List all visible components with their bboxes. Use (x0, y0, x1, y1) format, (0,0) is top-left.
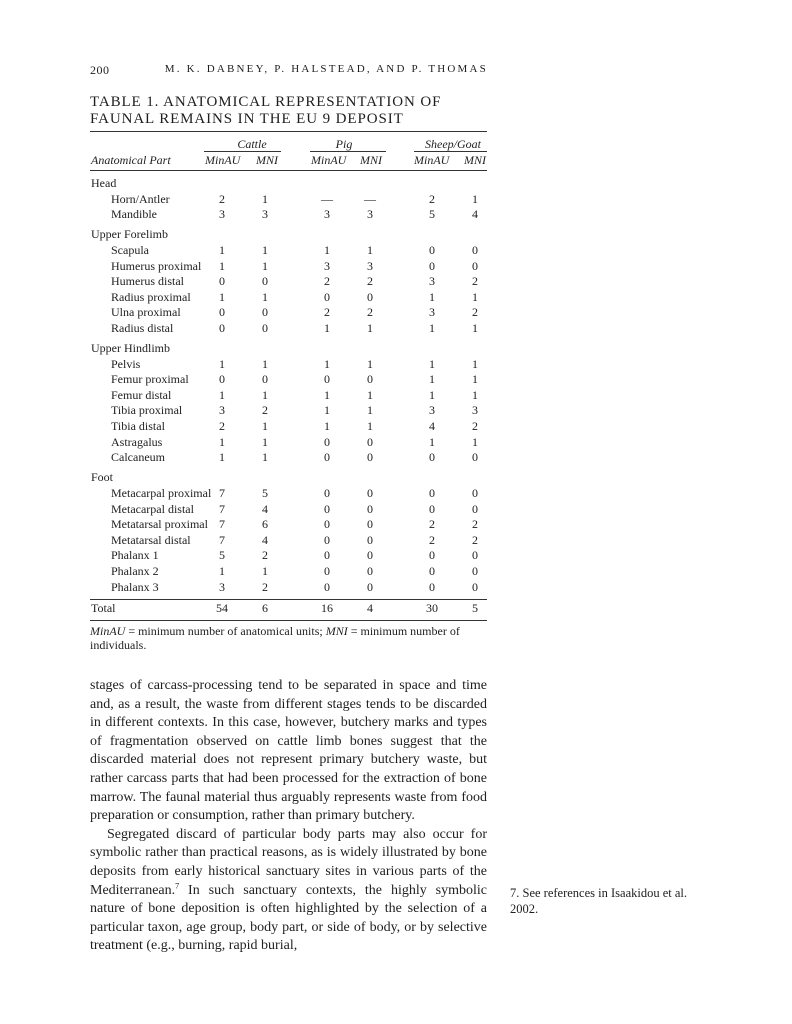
table-cell: 1 (262, 356, 268, 371)
table-cell: 1 (219, 289, 225, 304)
table-cell: 0 (367, 372, 373, 387)
section-label: Upper Forelimb (91, 227, 168, 242)
table-row (0, 305, 792, 320)
table-cell: 0 (324, 434, 330, 449)
row-label: Radius distal (111, 320, 174, 335)
table-cell: 1 (367, 356, 373, 371)
table-cell: 1 (219, 563, 225, 578)
table-bottom-rule (90, 620, 487, 621)
table-cell: 3 (367, 207, 373, 222)
header-bottom-rule (90, 170, 487, 171)
cattle-minau-header: MinAU (205, 153, 241, 167)
table-cell: 0 (429, 242, 435, 257)
footnote-mni: MNI (325, 624, 348, 638)
table-cell: 3 (472, 403, 478, 418)
table-row (0, 403, 792, 418)
table-row (0, 274, 792, 289)
row-label: Scapula (111, 242, 149, 257)
table-row (0, 207, 792, 222)
row-label: Tibia distal (111, 419, 165, 433)
table-cell: 0 (367, 548, 373, 563)
anatomical-part-header: Anatomical Part (91, 153, 171, 167)
table-cell: 2 (472, 419, 478, 433)
table-section-row (0, 470, 792, 485)
table-cell: 1 (429, 289, 435, 304)
table-cell: 7 (219, 517, 225, 532)
table-cell: 2 (472, 517, 478, 532)
table-cell: 0 (429, 501, 435, 516)
table-cell: 3 (367, 258, 373, 273)
table-cell: 1 (429, 356, 435, 371)
table-cell: 4 (429, 419, 435, 433)
table-cell: 1 (429, 372, 435, 387)
table-row (0, 192, 792, 207)
row-label: Horn/Antler (111, 191, 170, 206)
section-label: Head (91, 176, 117, 190)
table-cell: 2 (324, 274, 330, 289)
table-section-row (0, 227, 792, 242)
table-cell: 2 (429, 191, 435, 206)
table-cell: 0 (219, 320, 225, 335)
table-cell: 6 (262, 601, 268, 615)
table-cell: 1 (262, 450, 268, 465)
table-cell: 54 (216, 601, 228, 615)
table-cell: 1 (367, 387, 373, 402)
table-cell: 2 (472, 274, 478, 289)
paragraph-2 (90, 826, 487, 956)
table-cell: 1 (324, 320, 330, 335)
table-cell: 7 (219, 532, 225, 547)
row-label: Astragalus (111, 434, 163, 449)
sidenote: 7. See references in Isaakidou et al. 2002. (510, 886, 688, 916)
table-cell: 5 (472, 601, 478, 615)
table-cell: 0 (324, 548, 330, 563)
row-label: Calcaneum (111, 450, 165, 465)
row-label: Metacarpal distal (111, 501, 194, 516)
table-cell: 3 (429, 274, 435, 289)
table-cell: 0 (472, 548, 478, 563)
cattle-mni-header: MNI (256, 153, 278, 167)
table-cell: 0 (472, 579, 478, 594)
table-cell: 4 (262, 532, 268, 547)
table-section-row (0, 176, 792, 191)
table-row (0, 290, 792, 305)
table-cell: 1 (367, 403, 373, 418)
table-cell: 0 (367, 485, 373, 500)
table-cell: 1 (262, 242, 268, 257)
table-row (0, 321, 792, 336)
table-row (0, 450, 792, 465)
row-label: Phalanx 1 (111, 548, 159, 563)
footnote-minau: MinAU (90, 624, 126, 638)
table-cell: 7 (219, 501, 225, 516)
table-cell: 5 (262, 485, 268, 500)
table-cell: 0 (367, 434, 373, 449)
row-label: Femur proximal (111, 372, 189, 387)
table-footnote (90, 624, 490, 652)
sheep-goat-minau-header: MinAU (414, 153, 450, 167)
table-section-row (0, 341, 792, 356)
table-cell: 4 (472, 207, 478, 222)
group-rule-cattle (204, 151, 281, 152)
table-cell: 0 (262, 274, 268, 289)
table-cell: 4 (262, 501, 268, 516)
table-cell: 2 (262, 579, 268, 594)
table-row (0, 419, 792, 434)
table-cell: 0 (429, 548, 435, 563)
table-cell: 0 (367, 450, 373, 465)
sheep-goat-mni-header: MNI (464, 153, 486, 167)
running-head (90, 63, 488, 79)
table-cell: 4 (367, 601, 373, 615)
table-cell: 2 (429, 517, 435, 532)
pig-minau-header: MinAU (311, 153, 347, 167)
table-cell: 1 (219, 450, 225, 465)
table-row (0, 533, 792, 548)
table-cell: 1 (324, 242, 330, 257)
table-cell: 1 (324, 387, 330, 402)
table-cell: 1 (262, 434, 268, 449)
group-rule-pig (310, 151, 386, 152)
table-cell: 1 (367, 320, 373, 335)
table-cell: 0 (472, 258, 478, 273)
table-cell: 0 (262, 320, 268, 335)
table-cell: 2 (262, 548, 268, 563)
table-cell: 0 (429, 485, 435, 500)
table-cell: 0 (472, 450, 478, 465)
table-cell: 1 (324, 419, 330, 433)
table-cell: 0 (324, 501, 330, 516)
row-label: Tibia proximal (111, 403, 183, 418)
footnote-mid: = minimum number of anatomical units; (125, 624, 326, 638)
table-cell: 3 (219, 207, 225, 222)
table-cell: 5 (429, 207, 435, 222)
group-header-cattle: Cattle (237, 137, 267, 151)
table-cell: 2 (367, 274, 373, 289)
table-cell: 2 (262, 403, 268, 418)
table-cell: 2 (324, 305, 330, 320)
table-row (0, 564, 792, 579)
row-label: Mandible (111, 207, 157, 222)
table-cell: 0 (324, 579, 330, 594)
page-number: 200 (90, 63, 110, 77)
table-cell: 0 (262, 305, 268, 320)
table-cell: — (364, 191, 376, 206)
table-row (0, 548, 792, 563)
table-top-rule (90, 131, 487, 132)
table-cell: 1 (472, 387, 478, 402)
table-cell: 0 (472, 563, 478, 578)
table-cell: 1 (262, 419, 268, 433)
table-cell: 0 (429, 563, 435, 578)
table-cell: 1 (429, 320, 435, 335)
table-cell: 2 (472, 305, 478, 320)
table-cell: 0 (324, 563, 330, 578)
table-cell: 2 (429, 532, 435, 547)
table-cell: 0 (324, 532, 330, 547)
table-cell: 5 (219, 548, 225, 563)
row-label: Pelvis (111, 356, 141, 371)
table-cell: 7 (219, 485, 225, 500)
table-cell: 1 (262, 387, 268, 402)
table-cell: 0 (429, 450, 435, 465)
table-row (0, 259, 792, 274)
table-cell: 2 (219, 419, 225, 433)
table-cell: 0 (324, 289, 330, 304)
footnote-end: = minimum number of individuals. (90, 624, 460, 652)
table-cell: 3 (262, 207, 268, 222)
table-cell: 0 (472, 485, 478, 500)
table-cell: 2 (219, 191, 225, 206)
table-cell: 2 (472, 532, 478, 547)
row-label: Humerus proximal (111, 258, 202, 273)
table-cell: 6 (262, 517, 268, 532)
total-top-rule (90, 599, 487, 600)
section-label: Foot (91, 470, 114, 485)
row-label: Radius proximal (111, 289, 191, 304)
table-cell: 1 (472, 434, 478, 449)
table-cell: 3 (429, 305, 435, 320)
table-cell: 1 (472, 191, 478, 206)
table-cell: 0 (429, 258, 435, 273)
table-cell: 1 (262, 191, 268, 206)
table-cell: 1 (324, 403, 330, 418)
table-cell: 0 (472, 501, 478, 516)
row-label: Ulna proximal (111, 305, 181, 320)
table-cell: 1 (219, 387, 225, 402)
table-cell: — (321, 191, 333, 206)
table-cell: 0 (219, 305, 225, 320)
table-total-row (0, 601, 792, 616)
table-row (0, 580, 792, 595)
table-cell: 1 (472, 372, 478, 387)
table-row (0, 517, 792, 532)
table-row (0, 388, 792, 403)
table-cell: 0 (367, 501, 373, 516)
table-cell: 0 (324, 450, 330, 465)
table-cell: 0 (367, 563, 373, 578)
table-row (0, 357, 792, 372)
running-head-authors: M. K. DABNEY, P. HALSTEAD, AND P. THOMAS (164, 63, 488, 75)
row-label: Phalanx 2 (111, 563, 159, 578)
row-label: Total (91, 601, 116, 615)
table-cell: 0 (262, 372, 268, 387)
row-label: Metatarsal distal (111, 532, 191, 547)
table-cell: 0 (367, 532, 373, 547)
table-cell: 1 (219, 356, 225, 371)
table-title-line-1: TABLE 1. ANATOMICAL REPRESENTATION OF (90, 94, 442, 110)
body-text (90, 677, 487, 956)
table-cell: 1 (262, 289, 268, 304)
table-cell: 0 (324, 372, 330, 387)
table-row (0, 243, 792, 258)
pig-mni-header: MNI (360, 153, 382, 167)
table-cell: 0 (472, 242, 478, 257)
table-cell: 3 (429, 403, 435, 418)
row-label: Metatarsal proximal (111, 517, 208, 532)
group-rule-sheep-goat (414, 151, 487, 152)
table-cell: 1 (219, 434, 225, 449)
footnote-ref-7: 7 (175, 880, 180, 890)
table-cell: 0 (324, 517, 330, 532)
table-row (0, 502, 792, 517)
table-cell: 0 (429, 579, 435, 594)
table-cell: 1 (429, 387, 435, 402)
table-cell: 0 (219, 274, 225, 289)
table-cell: 0 (367, 517, 373, 532)
paragraph-2-part-b: In such sanctuary contexts, the highly symbolic nature of bone deposition is often highlighted by the selection of a particular taxon, age group, body part, or side of body, or by selective treatment (e.g., burning, rapid burial, (90, 882, 487, 954)
row-label: Femur distal (111, 387, 172, 402)
table-cell: 3 (324, 258, 330, 273)
table-cell: 1 (472, 289, 478, 304)
table-cell: 1 (472, 320, 478, 335)
table-cell: 1 (367, 242, 373, 257)
table-row (0, 486, 792, 501)
paragraph-1: stages of carcass-processing tend to be separated in space and time and, as a result, the waste from different stages tends to be discarded in different contexts. In this case, however, butchery marks and types of fragmentation observed on cattle limb bones suggest that the discarded material does not represent primary butchery waste, but rather carcass parts that had been processed for the extraction of bone marrow. The faunal material thus arguably represents waste from food preparation or consumption, rather than primary butchery. (90, 678, 487, 824)
table-cell: 1 (219, 242, 225, 257)
group-header-pig: Pig (335, 137, 353, 151)
row-label: Metacarpal proximal (111, 485, 212, 500)
table-cell: 1 (367, 419, 373, 433)
table-cell: 1 (219, 258, 225, 273)
table-cell: 2 (367, 305, 373, 320)
table-title (90, 94, 490, 128)
table-cell: 0 (219, 372, 225, 387)
row-label: Humerus distal (111, 274, 184, 289)
table-cell: 0 (367, 579, 373, 594)
table-cell: 1 (429, 434, 435, 449)
section-label: Upper Hindlimb (91, 341, 170, 355)
table-title-line-2: FAUNAL REMAINS IN THE EU 9 DEPOSIT (90, 111, 404, 127)
row-label: Phalanx 3 (111, 579, 159, 594)
table-cell: 1 (324, 356, 330, 371)
table-cell: 3 (219, 579, 225, 594)
table-cell: 1 (472, 356, 478, 371)
table-cell: 16 (321, 601, 333, 615)
table-row (0, 372, 792, 387)
table-cell: 0 (324, 485, 330, 500)
table-cell: 1 (262, 258, 268, 273)
table-cell: 3 (324, 207, 330, 222)
table-cell: 3 (219, 403, 225, 418)
group-header-sheep-goat: Sheep/Goat (425, 137, 481, 151)
table-cell: 30 (426, 601, 438, 615)
table-cell: 1 (262, 563, 268, 578)
table-cell: 0 (367, 289, 373, 304)
paragraph-2-part-a: Segregated discard of particular body parts may also occur for symbolic rather than practical reasons, as is widely illustrated by bone deposits from early historical sanctuary sites in various parts of the Mediterranean. (90, 826, 487, 898)
table-row (0, 435, 792, 450)
